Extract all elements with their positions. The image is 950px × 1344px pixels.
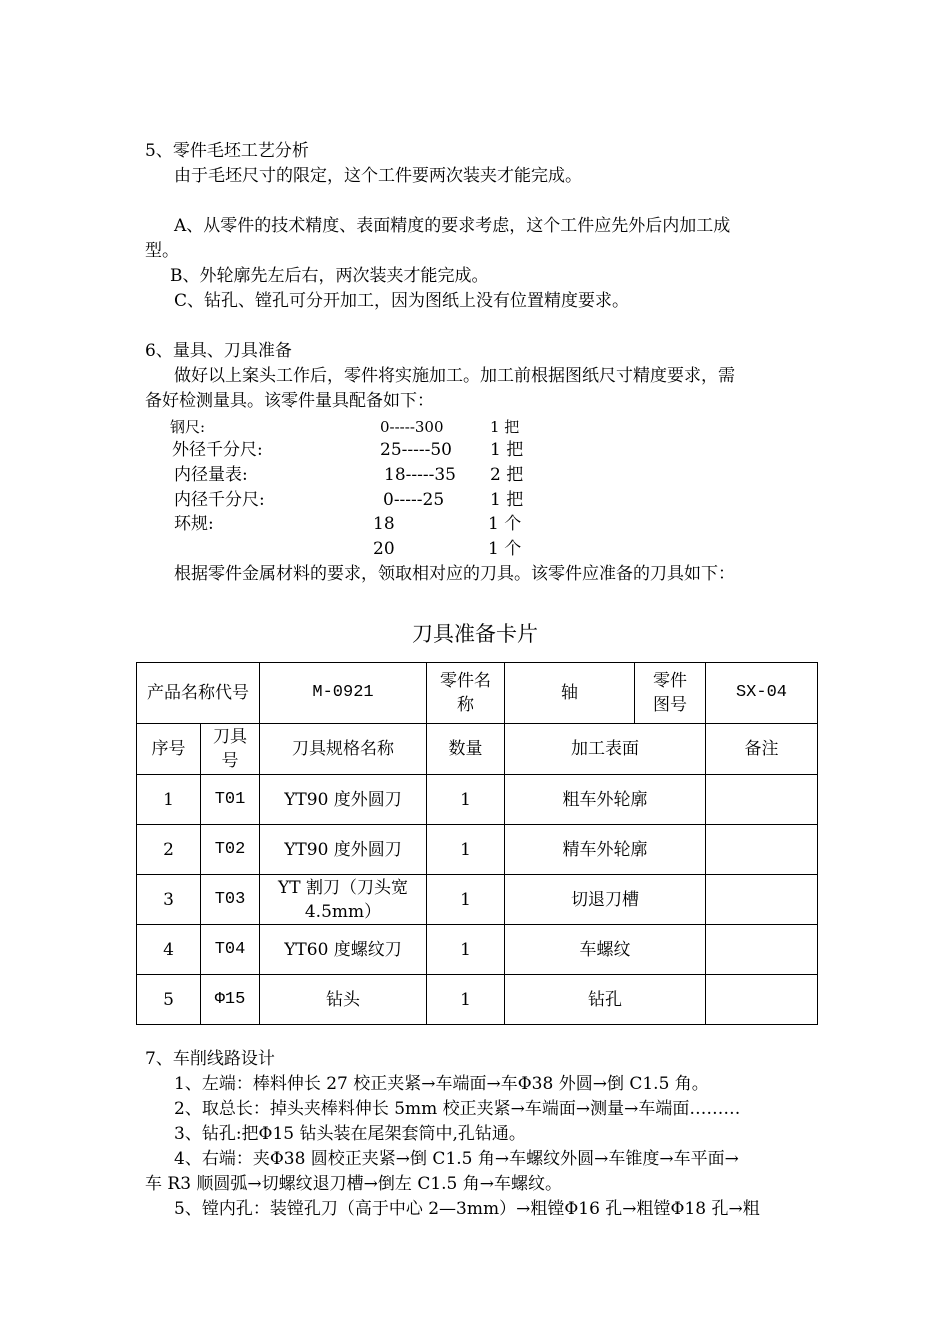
part-drawing-value: SX-04 bbox=[706, 663, 818, 724]
point-c: C、钻孔、镗孔可分开加工，因为图纸上没有位置精度要求。 bbox=[174, 291, 630, 311]
point-a-line2: 型。 bbox=[145, 241, 179, 261]
row-spec: YT 割刀（刀头宽4.5mm） bbox=[260, 875, 427, 925]
row-seq: 4 bbox=[137, 925, 201, 975]
gauge-name: 内径量表: bbox=[174, 465, 248, 485]
row-seq: 2 bbox=[137, 825, 201, 875]
row-spec: YT90 度外圆刀 bbox=[260, 775, 427, 825]
point-b: B、外轮廓先左后右，两次装夹才能完成。 bbox=[170, 266, 489, 286]
gauge-name: 环规: bbox=[174, 514, 214, 534]
card-title: 刀具准备卡片 bbox=[412, 622, 538, 646]
row-surface: 精车外轮廓 bbox=[505, 825, 706, 875]
section-5-intro: 由于毛坯尺寸的限定，这个工件要两次装夹才能完成。 bbox=[174, 166, 582, 186]
gauge-range: 20 bbox=[373, 539, 395, 559]
row-surface: 车螺纹 bbox=[505, 925, 706, 975]
point-a-line1: A、从零件的技术精度、表面精度的要求考虑，这个工件应先外后内加工成 bbox=[174, 216, 731, 236]
card-header-row bbox=[137, 663, 818, 724]
row-surface: 钻孔 bbox=[505, 975, 706, 1025]
gauge-name: 外径千分尺: bbox=[172, 440, 263, 460]
gauge-range: 18 bbox=[373, 514, 395, 534]
gauge-range: 18-----35 bbox=[384, 465, 456, 485]
row-remark bbox=[706, 775, 818, 825]
gauge-qty: 1 把 bbox=[490, 418, 520, 436]
product-value: M-0921 bbox=[260, 663, 427, 724]
gauge-range: 25-----50 bbox=[380, 440, 452, 460]
gauge-qty: 1 个 bbox=[488, 514, 522, 534]
gauge-qty: 1 个 bbox=[488, 539, 522, 559]
gauge-name: 钢尺: bbox=[170, 418, 206, 436]
row-remark bbox=[706, 975, 818, 1025]
part-drawing-label: 零件图号 bbox=[635, 663, 706, 724]
row-tool-no: T02 bbox=[201, 825, 260, 875]
row-seq: 1 bbox=[137, 775, 201, 825]
row-tool-no: Φ15 bbox=[201, 975, 260, 1025]
col-tool-no: 刀具号 bbox=[201, 724, 260, 775]
row-qty: 1 bbox=[427, 875, 505, 925]
route-step-1: 1、左端：棒料伸长 27 校正夹紧→车端面→车Φ38 外圆→倒 C1.5 角。 bbox=[174, 1074, 709, 1094]
section-6-para-line2: 备好检测量具。该零件量具配备如下： bbox=[145, 391, 434, 411]
tool-card-table bbox=[136, 662, 818, 1025]
table-row bbox=[137, 925, 818, 975]
product-label: 产品名称代号 bbox=[137, 663, 260, 724]
row-qty: 1 bbox=[427, 975, 505, 1025]
col-remark: 备注 bbox=[706, 724, 818, 775]
row-tool-no: T04 bbox=[201, 925, 260, 975]
route-step-4-line1: 4、右端：夹Φ38 圆校正夹紧→倒 C1.5 角→车螺纹外圆→车锥度→车平面→ bbox=[174, 1149, 739, 1169]
row-remark bbox=[706, 825, 818, 875]
row-tool-no: T01 bbox=[201, 775, 260, 825]
row-spec: YT90 度外圆刀 bbox=[260, 825, 427, 875]
part-name-label: 零件名称 bbox=[427, 663, 505, 724]
route-step-2: 2、取总长：掉头夹棒料伸长 5mm 校正夹紧→车端面→测量→车端面……… bbox=[174, 1099, 741, 1119]
section-6-para-line1: 做好以上案头工作后，零件将实施加工。加工前根据图纸尺寸精度要求，需 bbox=[174, 366, 735, 386]
row-qty: 1 bbox=[427, 825, 505, 875]
section-6-heading: 6、量具、刀具准备 bbox=[145, 341, 292, 361]
row-tool-no: T03 bbox=[201, 875, 260, 925]
row-spec: YT60 度螺纹刀 bbox=[260, 925, 427, 975]
table-row bbox=[137, 775, 818, 825]
table-row bbox=[137, 975, 818, 1025]
tools-intro: 根据零件金属材料的要求，领取相对应的刀具。该零件应准备的刀具如下： bbox=[174, 564, 735, 584]
gauge-name: 内径千分尺: bbox=[174, 490, 265, 510]
row-qty: 1 bbox=[427, 925, 505, 975]
row-seq: 5 bbox=[137, 975, 201, 1025]
col-qty: 数量 bbox=[427, 724, 505, 775]
gauge-range: 0-----25 bbox=[383, 490, 445, 510]
row-remark bbox=[706, 925, 818, 975]
section-5-heading: 5、零件毛坯工艺分析 bbox=[145, 141, 309, 161]
route-step-3: 3、钻孔:把Φ15 钻头装在尾架套筒中,孔钻通。 bbox=[174, 1124, 526, 1144]
row-surface: 粗车外轮廓 bbox=[505, 775, 706, 825]
row-seq: 3 bbox=[137, 875, 201, 925]
col-spec: 刀具规格名称 bbox=[260, 724, 427, 775]
section-7-heading: 7、车削线路设计 bbox=[145, 1049, 275, 1069]
table-row bbox=[137, 825, 818, 875]
row-surface: 切退刀槽 bbox=[505, 875, 706, 925]
row-qty: 1 bbox=[427, 775, 505, 825]
route-step-4-line2: 车 R3 顺圆弧→切螺纹退刀槽→倒左 C1.5 角→车螺纹。 bbox=[145, 1174, 563, 1194]
gauge-qty: 1 把 bbox=[490, 490, 524, 510]
row-remark bbox=[706, 875, 818, 925]
row-spec: 钻头 bbox=[260, 975, 427, 1025]
gauge-qty: 2 把 bbox=[490, 465, 524, 485]
route-step-5: 5、镗内孔：装镗孔刀（高于中心 2—3mm）→粗镗Φ16 孔→粗镗Φ18 孔→粗 bbox=[174, 1199, 760, 1219]
col-surface: 加工表面 bbox=[505, 724, 706, 775]
table-row bbox=[137, 875, 818, 925]
gauge-range: 0-----300 bbox=[380, 418, 444, 436]
col-seq: 序号 bbox=[137, 724, 201, 775]
gauge-qty: 1 把 bbox=[490, 440, 524, 460]
part-name-value: 轴 bbox=[505, 663, 635, 724]
column-header-row bbox=[137, 724, 818, 775]
